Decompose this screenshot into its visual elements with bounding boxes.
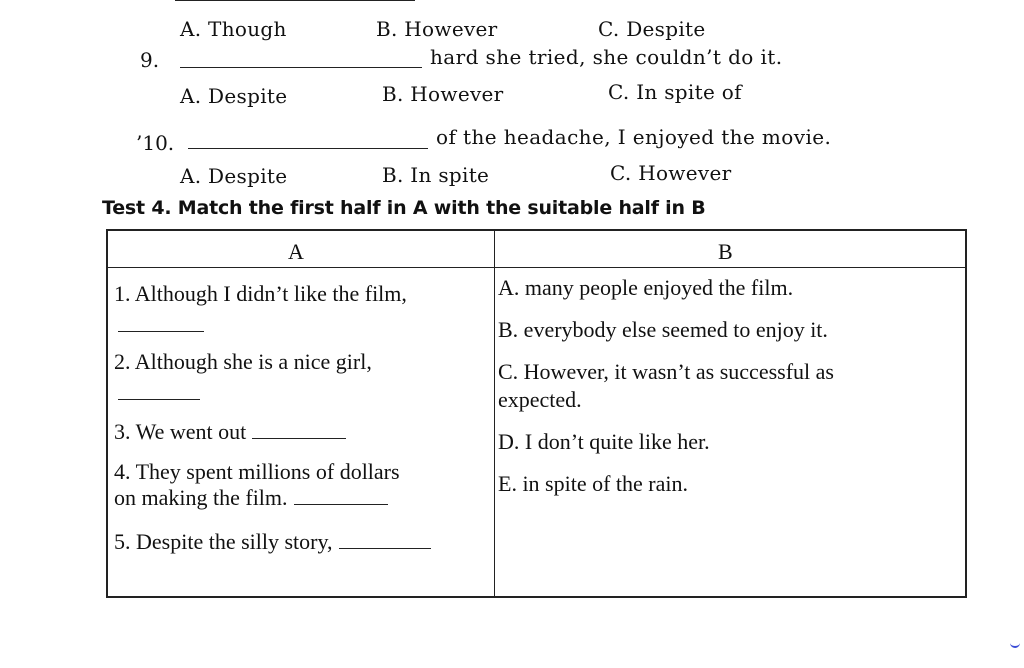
- test4-heading: Test 4. Match the first half in A with the suitable half in B: [102, 197, 706, 219]
- col-b-item-c-line-1: C. However, it wasn’t as successful as: [498, 359, 834, 384]
- top-rule: [175, 0, 415, 1]
- q8-option-a: A. Though: [180, 17, 287, 41]
- q10-blank: [188, 148, 428, 149]
- q10-number: ’10.: [136, 131, 175, 155]
- q9-number: 9.: [140, 48, 160, 72]
- matching-table: [106, 229, 967, 598]
- col-a-item-1-blank: [118, 331, 204, 332]
- col-b-item-c-line-2: expected.: [498, 387, 582, 412]
- col-a-item-3-blank: [252, 438, 346, 439]
- col-a-item-2: 2. Although she is a nice girl,: [114, 349, 372, 374]
- col-b-item-a: A. many people enjoyed the film.: [498, 275, 794, 300]
- q9-text: hard she tried, she couldn’t do it.: [430, 45, 783, 69]
- col-a-item-4-line-2-text: on making the film.: [114, 485, 288, 510]
- col-a-header: A: [288, 239, 304, 264]
- col-b-item-e: E. in spite of the rain.: [498, 471, 689, 496]
- col-b-item-d: D. I don’t quite like her.: [498, 429, 710, 454]
- col-b-header: B: [718, 239, 733, 264]
- q9-option-a: A. Despite: [180, 84, 288, 108]
- col-a-item-4-blank: [294, 504, 388, 505]
- column-divider: [494, 231, 495, 596]
- col-a-item-5-text: 5. Despite the silly story,: [114, 529, 333, 554]
- col-a-item-3: [114, 419, 346, 445]
- col-a-item-5: [114, 529, 431, 555]
- q9-blank: [180, 67, 422, 68]
- col-a-item-4-line-2: [114, 485, 388, 511]
- q10-option-b: B. In spite: [382, 163, 490, 187]
- q9-option-b: B. However: [382, 82, 504, 106]
- edge-pen-mark: [1010, 640, 1020, 648]
- q9-option-c: C. In spite of: [608, 80, 742, 104]
- col-b-item-b: B. everybody else seemed to enjoy it.: [498, 317, 828, 342]
- col-a-item-2-blank: [118, 399, 200, 400]
- q10-option-c: C. However: [610, 161, 732, 185]
- q10-option-a: A. Despite: [180, 164, 288, 188]
- col-a-item-5-blank: [339, 548, 431, 549]
- col-a-item-4-line-1: 4. They spent millions of dollars: [114, 459, 400, 484]
- q10-text: of the headache, I enjoyed the movie.: [436, 125, 832, 149]
- col-a-item-1: 1. Although I didn’t like the film,: [114, 281, 407, 306]
- q8-option-b: B. However: [376, 17, 498, 41]
- header-divider: [108, 267, 965, 268]
- q8-option-c: C. Despite: [598, 17, 706, 41]
- col-a-item-3-text: 3. We went out: [114, 419, 247, 444]
